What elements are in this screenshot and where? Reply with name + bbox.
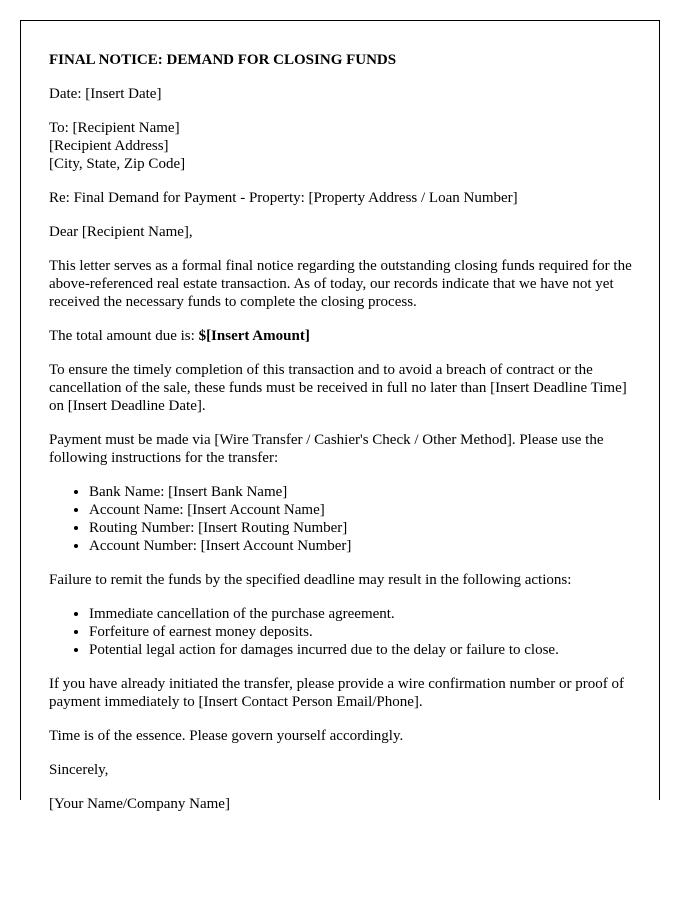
confirmation-paragraph: If you have already initiated the transfer, please provide a wire confirmation number or proof of payment immediately to [Insert Contact Person Email/Phone]. xyxy=(49,676,625,710)
recipient-block xyxy=(49,119,639,173)
deadline-paragraph: To ensure the timely completion of this transaction and to avoid a breach of contract or the cancellation of the sale, these funds must be received in full no later than [Insert Deadline Time] on [Insert Deadline Date]. xyxy=(49,362,627,414)
list-item: • Bank Name: [Insert Bank Name] xyxy=(89,483,639,501)
essence-paragraph: Time is of the essence. Please govern yourself accordingly. xyxy=(49,728,404,744)
re-line: Re: Final Demand for Payment - Property: [Property Address / Loan Number] xyxy=(49,190,518,206)
closing: Sincerely, xyxy=(49,762,109,778)
salutation: Dear [Recipient Name], xyxy=(49,224,193,240)
list-item: • Immediate cancellation of the purchase agreement. xyxy=(89,605,639,623)
payment-paragraph: Payment must be made via [Wire Transfer / Cashier's Check / Other Method]. Please use the following instructions for the transfer: xyxy=(49,432,604,466)
amount-paragraph xyxy=(49,327,639,345)
letter-content xyxy=(49,51,639,829)
bank-details-list xyxy=(49,483,639,555)
amount-value: $[Insert Amount] xyxy=(198,328,310,344)
date-line: Date: [Insert Date] xyxy=(49,86,162,102)
list-item: • Forfeiture of earnest money deposits. xyxy=(89,623,639,641)
consequences-list xyxy=(49,605,639,659)
recipient-city-line: [City, State, Zip Code] xyxy=(49,156,186,172)
list-item: • Routing Number: [Insert Routing Number] xyxy=(89,519,639,537)
list-item: • Potential legal action for damages incurred due to the delay or failure to close. xyxy=(89,641,639,659)
signature: [Your Name/Company Name] xyxy=(49,796,230,812)
recipient-address-line: [Recipient Address] xyxy=(49,138,169,154)
amount-label: The total amount due is: xyxy=(49,328,199,344)
intro-paragraph: This letter serves as a formal final notice regarding the outstanding closing funds required for the above-referenced real estate transaction. As of today, our records indicate that we have not yet received the necessary funds to complete the closing process. xyxy=(49,258,632,310)
recipient-name-line: To: [Recipient Name] xyxy=(49,120,180,136)
failure-paragraph: Failure to remit the funds by the specified deadline may result in the following actions: xyxy=(49,572,572,588)
list-item: • Account Name: [Insert Account Name] xyxy=(89,501,639,519)
list-item: • Account Number: [Insert Account Number] xyxy=(89,537,639,555)
letter-title: FINAL NOTICE: DEMAND FOR CLOSING FUNDS xyxy=(49,52,397,68)
letter-page xyxy=(20,20,660,812)
